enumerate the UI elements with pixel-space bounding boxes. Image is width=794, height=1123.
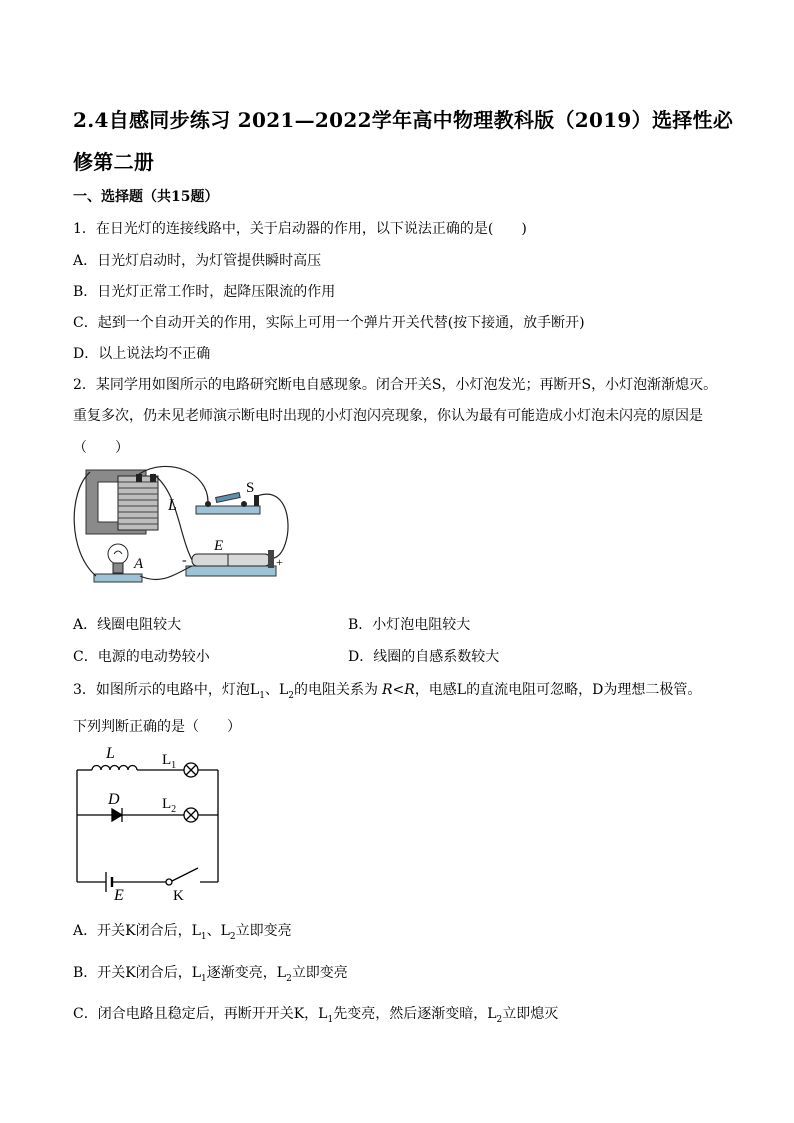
q2-stem-line1: 2．某同学用如图所示的电路研究断电自感现象。闭合开关S，小灯泡发光；再断开S，小灯泡渐渐熄灭。 <box>73 377 718 393</box>
q3-b-sub2: 2 <box>286 973 292 984</box>
q3-stem-r2: <R <box>392 682 415 698</box>
fig3-label-L1-main: L <box>162 752 172 768</box>
fig2-label-plus: + <box>276 555 283 569</box>
doc-title-line2: 修第二册 <box>73 150 155 174</box>
switch-blade <box>172 868 198 881</box>
fig2-label-L: L <box>168 497 177 514</box>
q2-option-b: B．小灯泡电阻较大 <box>348 617 471 633</box>
q3-a-text-a: A．开关K闭合后，L <box>73 923 201 939</box>
q3-a-sub1: 1 <box>200 931 207 942</box>
fig3-label-D: D <box>108 791 120 808</box>
q3-b-text-c: 立即变亮 <box>291 965 348 981</box>
q3-c-sub1: 1 <box>327 1014 334 1025</box>
q3-stem-text-f: ，电感L的直流电阻可忽略，D为理想二极管。 <box>414 682 702 698</box>
q3-stem-text-a: 3．如图所示的电路中，灯泡L <box>73 682 260 698</box>
q1-option-a: A．日光灯启动时，为灯管提供瞬时高压 <box>73 253 322 269</box>
q1-option-b: B．日光灯正常工作时，起降压限流的作用 <box>73 284 336 300</box>
coil-winding <box>118 476 158 530</box>
q3-a-text-b: 、L <box>206 923 230 939</box>
q2-option-c: C．电源的电动势较小 <box>73 649 210 665</box>
q1-stem: 1．在日光灯的连接线路中，关于启动器的作用，以下说法正确的是( ) <box>73 221 527 237</box>
switch-pivot <box>166 879 172 885</box>
q3-stem-line1 <box>73 679 701 701</box>
q1-option-c: C．起到一个自动开关的作用，实际上可用一个弹片开关代替(按下接通，放手断开) <box>73 315 585 331</box>
battery-cells <box>192 554 270 566</box>
q3-stem-sub2: 2 <box>288 690 294 701</box>
q2-stem-line2: 重复多次，仍未见老师演示断电时出现的小灯泡闪亮现象，你认为最有可能造成小灯泡未闪亮的原因是 <box>73 408 703 424</box>
q3-c-text-b: 先变亮，然后逐渐变暗，L <box>333 1006 497 1022</box>
q3-a-text-c: 立即变亮 <box>235 923 292 939</box>
q2-apparatus-figure <box>68 462 298 592</box>
q3-c-text-c: 立即熄灭 <box>502 1006 559 1022</box>
fig2-label-minus: - <box>182 553 187 568</box>
fig3-label-L2 <box>162 796 176 815</box>
q3-b-text-a: B．开关K闭合后，L <box>73 965 202 981</box>
q1-option-d: D．以上说法均不正确 <box>73 346 211 362</box>
q3-option-a <box>73 920 292 942</box>
q2-option-d: D．线圈的自感系数较大 <box>348 649 500 665</box>
fig3-label-L1 <box>162 752 176 771</box>
q3-circuit-figure <box>70 742 230 902</box>
q3-a-sub2: 2 <box>229 931 236 942</box>
section-heading: 一、选择题（共15题） <box>73 189 219 205</box>
switch-base <box>196 506 260 514</box>
q3-stem-text-c: 的电阻关系为 <box>293 682 378 698</box>
q3-stem-text-b: 、L <box>264 682 289 698</box>
fig2-label-S: S <box>246 480 255 496</box>
fig3-label-E: E <box>114 887 124 902</box>
fig2-label-A: A <box>134 556 144 572</box>
fig2-label-E: E <box>214 538 224 554</box>
diode-symbol <box>112 809 122 821</box>
lamp-base <box>94 574 142 582</box>
inductor-symbol <box>92 766 137 771</box>
battery-holder <box>186 566 276 576</box>
fig3-label-L2-main: L <box>162 796 172 812</box>
q3-option-b <box>73 962 348 984</box>
fig3-label-K: K <box>173 888 184 902</box>
q3-option-c <box>73 1003 558 1025</box>
q3-b-text-b: 逐渐变亮，L <box>206 965 287 981</box>
fig3-label-L2-sub: 2 <box>171 804 177 815</box>
q3-c-text-a: C．闭合电路且稳定后，再断开开关K，L <box>73 1006 328 1022</box>
doc-title-line1: 2.4自感同步练习 2021—2022学年高中物理教科版（2019）选择性必 <box>73 108 734 132</box>
q3-stem-r1: R <box>381 682 393 698</box>
fig3-label-L: L <box>106 745 115 762</box>
q3-b-sub1: 1 <box>201 973 207 984</box>
q2-stem-line3: （ ） <box>73 440 129 456</box>
q3-c-sub2: 2 <box>496 1014 503 1025</box>
lamp-bulb <box>108 544 128 564</box>
q2-option-a: A．线圈电阻较大 <box>73 617 182 633</box>
fig3-label-L1-sub: 1 <box>171 760 177 771</box>
q3-stem-line2: 下列判断正确的是（ ） <box>73 719 241 735</box>
q3-stem-sub1: 1 <box>259 690 265 701</box>
